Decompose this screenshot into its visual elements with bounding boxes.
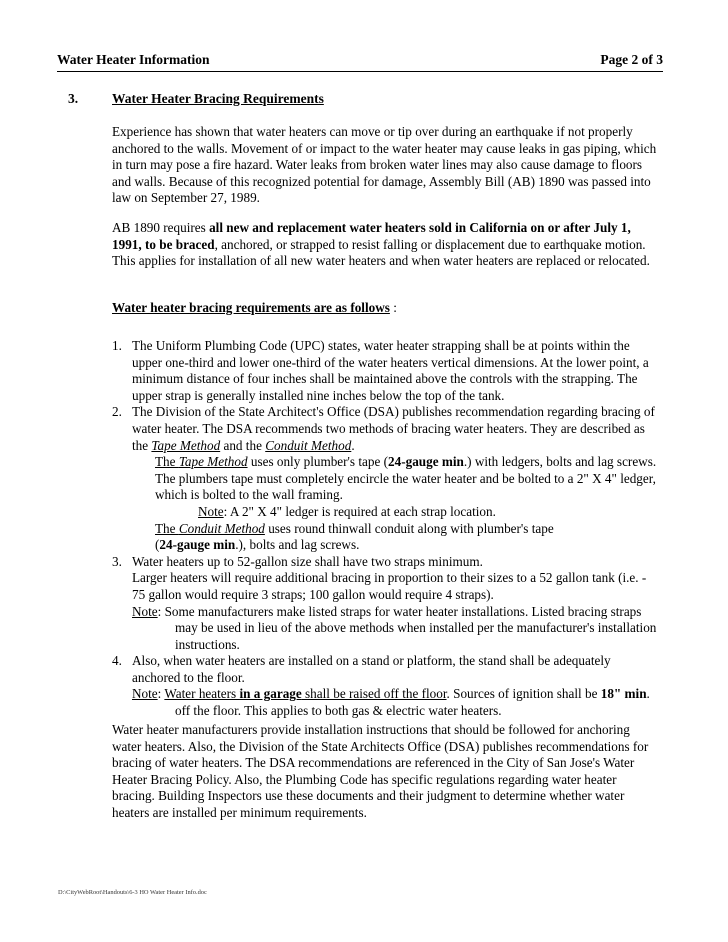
list-item-text: Larger heaters will require additional bracing in proportion to their sizes to a 52 gallon tank (i.e. - 75 gallon would require 3 straps; 100 gallon would require 4 straps). <box>132 570 647 602</box>
tape-method-note <box>112 504 660 521</box>
text-run: Water heaters <box>164 686 240 702</box>
text-run: The <box>155 520 179 536</box>
header-title: Water Heater Information <box>57 52 210 67</box>
text-run: : <box>157 686 165 702</box>
list-number: 2. <box>112 404 122 420</box>
page-header <box>57 52 663 70</box>
gauge-spec: 24-gauge min <box>388 454 464 470</box>
conduit-method-term: Conduit Method <box>265 437 352 453</box>
min-height-spec: 18" min <box>600 686 647 702</box>
requirements-heading <box>112 300 660 317</box>
requirements-heading-text: Water heater bracing requirements are as follows <box>112 300 390 315</box>
note-paragraph <box>132 604 660 654</box>
note-paragraph <box>132 686 660 719</box>
list-item-text: The Uniform Plumbing Code (UPC) states, water heater strapping shall be at points within the upper one-third and lower one-third of the water heaters vertical dimensions. At the lower point, a minimum distance of four inches shall be maintained above the controls with the strapping. The upper strap is generally installed nine inches below the top of the tank. <box>132 338 649 403</box>
list-item-text: Water heaters up to 52-gallon size shall have two straps minimum. <box>132 553 483 569</box>
paragraph-text: Water heater manufacturers provide installation instructions that should be followed for anchoring water heaters. Also, the Division of the State Architects Office (DSA) publishes recommendations for bracing of water heaters. The DSA recommendations are referenced in the City of San Jose's Water Heater Bracing Policy. Also, the Plumbing Code has specific regulations regarding water heater bracing. Building Inspectors use these documents and their judgment to determine whether water heaters are installed per minimum requirements. <box>112 722 649 820</box>
conduit-method-paragraph <box>112 521 660 554</box>
text-run: .), bolts and lag screws. <box>235 537 360 553</box>
list-number: 4. <box>112 653 122 669</box>
list-number: 1. <box>112 338 122 353</box>
note-text: : A 2" X 4" ledger is required at each strap location. <box>223 503 496 519</box>
tape-method-paragraph <box>112 454 660 504</box>
section-number: 3. <box>68 91 79 106</box>
text-run: uses only plumber's tape ( <box>247 454 389 470</box>
text-run: and the <box>220 437 266 453</box>
text-run: , anchored, or strapped to resist falling or displacement due to earthquake motion. This applies for installation of all new water heaters and when water heaters are replaced or relocated. <box>112 236 650 269</box>
ab1890-paragraph <box>112 220 660 270</box>
text-run: . off the floor. This applies to both gas & electric water heaters. <box>175 686 650 719</box>
tape-method-term: Tape Method <box>151 437 221 453</box>
text-run: .) with ledgers, bolts and lag screws. The plumbers tape must completely encircle the water heater and be bolted to a 2" X 4" ledger, which is bolted to the wall framing. <box>155 454 657 503</box>
section-title: Water Heater Bracing Requirements <box>112 91 324 106</box>
file-path-footer: D:\CityWebRoot\Handouts\6-3 HO Water Heater Info.doc <box>58 889 207 896</box>
header-rule <box>57 71 663 72</box>
text-run: The Division of the State Architect's Office (DSA) publishes recommendation regarding bracing of water heater. The DSA recommends two methods of bracing water heaters. They are described as the <box>132 404 655 453</box>
note-label: Note <box>132 603 158 619</box>
intro-paragraph <box>112 124 660 207</box>
list-item-1 <box>112 338 660 404</box>
text-run: uses round thinwall conduit along with plumber's tape <box>264 520 554 536</box>
note-text: : Some manufacturers make listed straps for water heater installations. Listed bracing straps may be used in lieu of the above methods when installed per the manufacturer's installation instructions. <box>157 603 657 652</box>
tape-method-term: Tape Method <box>178 454 248 470</box>
gauge-spec: 24-gauge min <box>159 537 236 553</box>
text-run: AB 1890 requires <box>112 220 210 235</box>
closing-paragraph <box>112 722 660 822</box>
text-run: ( <box>155 537 160 553</box>
list-item-2 <box>112 404 660 454</box>
note-label: Note <box>198 503 224 519</box>
note-label: Note <box>132 686 158 702</box>
list-item-3 <box>112 554 660 654</box>
conduit-method-term: Conduit Method <box>178 520 265 536</box>
text-run: . <box>351 437 355 453</box>
text-run: shall be raised off the floor <box>301 686 447 702</box>
garage-emphasis: in a garage <box>239 686 302 702</box>
paragraph-text: Experience has shown that water heaters can move or tip over during an earthquake if not properly anchored to the walls. Movement of or impact to the water heater may cause leaks in gas piping, which in turn may pose a fire hazard. Water leaks from broken water lines may also cause damage to floors and walls. Because of this recognized potential for damage, Assembly Bill (AB) 1890 was passed into law on September 27, 1989. <box>112 124 657 206</box>
page-number: Page 2 of 3 <box>600 52 663 67</box>
list-item-text: Also, when water heaters are installed on a stand or platform, the stand shall be adequately anchored to the floor. <box>132 653 611 685</box>
list-number: 3. <box>112 553 122 569</box>
text-run: . Sources of ignition shall be <box>446 686 601 702</box>
bold-requirement: all new and replacement water heaters sold in California on or after July 1, 1991, to be braced <box>112 220 631 252</box>
text-run: The <box>155 454 179 470</box>
heading-colon: : <box>389 300 397 315</box>
requirements-list <box>112 338 660 720</box>
list-item-4 <box>112 653 660 719</box>
